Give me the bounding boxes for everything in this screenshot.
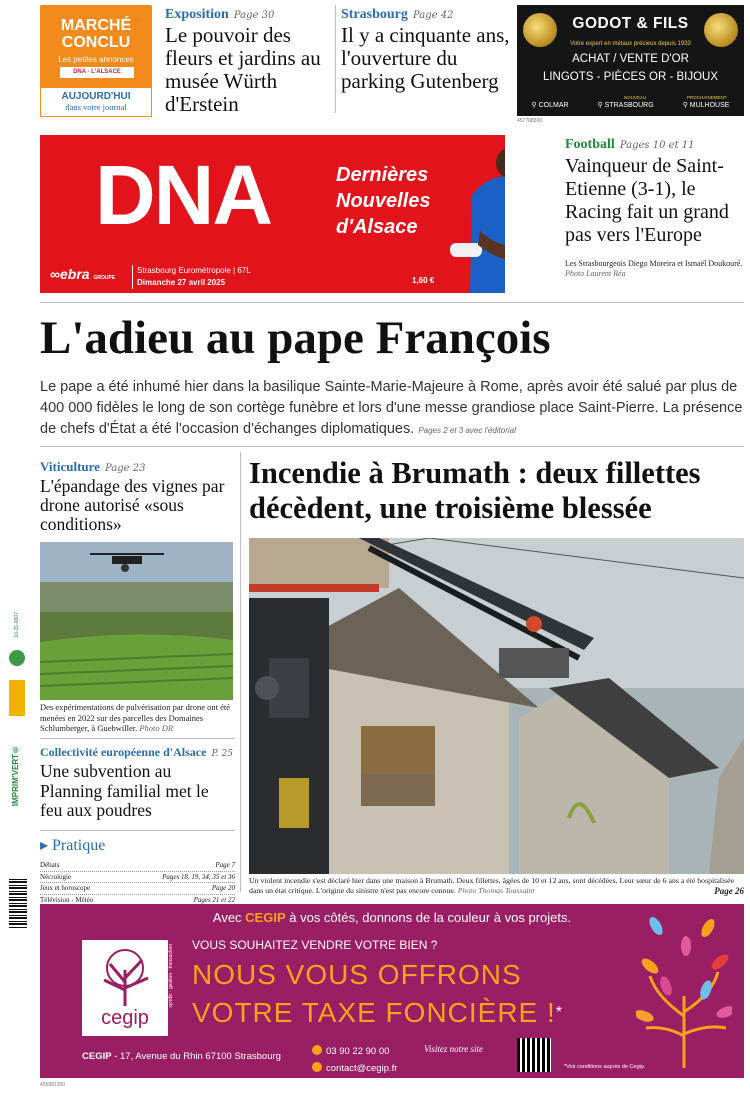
recycle-icon bbox=[9, 650, 25, 666]
marche-conclu-today: AUJOURD'HUI dans votre journal bbox=[40, 87, 152, 117]
divider bbox=[40, 446, 744, 447]
marche-conclu-title: MARCHÉ CONCLU bbox=[60, 17, 132, 51]
paper-label-icon bbox=[9, 680, 25, 716]
teaser-title: Le pouvoir des fleurs et jardins au musée Würth d'Erstein bbox=[165, 23, 321, 116]
marche-conclu-logos: DNA · L'ALSACE bbox=[60, 67, 134, 78]
pratique-row[interactable]: Débats Page 7 bbox=[40, 860, 235, 872]
rubric-label: Viticulture bbox=[40, 459, 100, 474]
divider bbox=[335, 5, 336, 113]
cegip-ad[interactable] bbox=[40, 904, 744, 1078]
leaf-tree-icon bbox=[636, 916, 732, 1068]
page-ref: Page 30 bbox=[233, 10, 275, 21]
qr-code-icon[interactable] bbox=[517, 1038, 551, 1072]
teaser-strasbourg[interactable] bbox=[341, 3, 511, 93]
pratique-row[interactable]: Télévision - Météo Pages 21 et 22 bbox=[40, 895, 235, 907]
brumath-caption: Un violent incendie s'est déclaré hier dans une maison à Brumath. Deux fillettes, âgées de 10 et 12 ans, sont décédées. Leur sœur de 6 ans a été hospitalisée dans un état critique. L'origine du sinistre n'est pas encore connue. Photo Thomas Toussaint Page 26 bbox=[249, 876, 744, 896]
pratique-row[interactable]: Nécrologie Pages 18, 19, 34, 35 et 36 bbox=[40, 872, 235, 884]
rubric-label: Collectivité européenne d'Alsace bbox=[40, 745, 207, 759]
godot-new-tag: NOUVEAU bbox=[624, 95, 647, 100]
location-pin-icon: ⚲ COLMAR bbox=[531, 102, 569, 109]
page-ref: Page 42 bbox=[413, 10, 454, 21]
ebra-logo: ∞ebra GROUPE bbox=[50, 266, 116, 282]
marche-conclu-subtitle: Les petites annonces bbox=[58, 55, 134, 64]
teaser-title: Il y a cinquante ans, l'ouverture du parking Gutenberg bbox=[341, 23, 510, 93]
viticulture-caption: Des expérimentations de pulvérisation par drone ont été menées en 2022 sur des parcelles des Domaines Schlumberger, à Guebwiller. Photo DR bbox=[40, 702, 231, 734]
phone-icon bbox=[312, 1045, 322, 1055]
barcode bbox=[9, 878, 27, 928]
price: 1,60 € bbox=[412, 276, 435, 285]
teaser-exposition[interactable] bbox=[165, 3, 335, 116]
football-photo: MOREIRA bbox=[450, 135, 505, 293]
drone-vineyard-photo bbox=[40, 542, 233, 700]
edition-info: Strasbourg Eurométropole | 67L Dimanche 27 avril 2025 bbox=[132, 265, 251, 289]
rubric-label: Football bbox=[565, 137, 615, 152]
collectivite-story[interactable] bbox=[40, 741, 235, 821]
godot-line2: LINGOTS - PIÈCES OR - BIJOUX bbox=[542, 71, 719, 83]
lead-title: L'adieu au pape François bbox=[40, 312, 551, 364]
cegip-visit: Visitez notre site bbox=[424, 1044, 483, 1054]
ad-ref: 455881300 bbox=[40, 1082, 66, 1088]
rubric-label: Strasbourg bbox=[341, 7, 408, 22]
fire-photo bbox=[249, 538, 744, 874]
email-icon bbox=[312, 1062, 322, 1072]
pratique-row[interactable]: Jeux et horoscope Page 20 bbox=[40, 883, 235, 895]
rubric-label: Exposition bbox=[165, 7, 229, 22]
page-ref: Pages 10 et 11 bbox=[619, 140, 695, 151]
cegip-address: CEGIP - 17, Avenue du Rhin 67100 Strasbourg bbox=[82, 1051, 281, 1062]
cegip-conditions: *Voir conditions auprès de Cegip. bbox=[564, 1064, 646, 1070]
cegip-contact: 03 90 22 90 00 contact@cegip.fr bbox=[312, 1043, 397, 1077]
godot-soon-tag: PROCHAINEMENT bbox=[687, 95, 727, 100]
godot-cities bbox=[517, 101, 744, 109]
dna-logo: DNA bbox=[95, 148, 271, 242]
cegip-question: VOUS SOUHAITEZ VENDRE VOTRE BIEN ? bbox=[192, 938, 438, 952]
page-ref: P. 25 bbox=[211, 749, 233, 759]
divider bbox=[40, 830, 235, 831]
godot-tagline: Votre expert en métaux précieux depuis 1933 bbox=[570, 41, 691, 47]
dna-masthead[interactable] bbox=[40, 135, 541, 293]
cegip-logo: cegip bbox=[82, 940, 168, 1036]
page-ref: Page 23 bbox=[105, 463, 146, 474]
collectivite-title: Une subvention au Planning familial met le feu aux poudres bbox=[40, 761, 209, 820]
cegip-offer: NOUS VOUS OFFRONS VOTRE TAXE FONCIÈRE !* bbox=[192, 959, 564, 1028]
divider bbox=[40, 738, 235, 739]
divider bbox=[40, 302, 744, 303]
viticulture-title: L'épandage des vignes par drone autorisé «sous conditions» bbox=[40, 476, 225, 534]
godot-name: GODOT & FILS bbox=[572, 15, 689, 32]
tree-icon bbox=[82, 940, 168, 1010]
marche-conclu-box[interactable] bbox=[40, 5, 152, 117]
football-caption: Les Strasbourgeois Diego Moreira et Ismaël Doukouré. Photo Laurent Réa bbox=[565, 259, 743, 278]
pratique-title: ▸ Pratique bbox=[40, 837, 106, 854]
brumath-title[interactable]: Incendie à Brumath : deux fillettes décèdent, une troisième blessée bbox=[249, 456, 701, 525]
viticulture-story[interactable] bbox=[40, 456, 235, 534]
cegip-top-line: Avec CEGIP à vos côtés, donnons de la couleur à vos projets. bbox=[212, 910, 572, 925]
lead-body: Le pape a été inhumé hier dans la basilique Sainte-Marie-Majeure à Rome, après avoir été salué par plus de 400 000 fidèles le long de son cortège funèbre et lors d'une messe grandiose place Saint-Pierre. La présence de chefs d'État a été l'occasion d'échanges diplomatiques. Pages 2 et 3 avec l'éditorial bbox=[40, 379, 743, 437]
location-pin-icon: ⚲ MULHOUSE bbox=[682, 102, 730, 109]
godot-ad[interactable] bbox=[517, 5, 744, 116]
divider bbox=[240, 452, 241, 892]
football-story[interactable] bbox=[565, 133, 745, 279]
location-pin-icon: ⚲ STRASBOURG bbox=[597, 102, 654, 109]
godot-line1: ACHAT / VENTE D'OR bbox=[572, 53, 689, 65]
ad-ref: 457708300 bbox=[517, 118, 543, 124]
cegip-logo-sub: syndic · gestion · transaction bbox=[168, 944, 174, 1008]
football-title: Vainqueur de Saint-Etienne (3-1), le Racing fait un grand pas vers l'Europe bbox=[565, 155, 729, 246]
imprim-vert-label: IMPRIM'VERT® bbox=[11, 745, 20, 807]
masthead-full-name: Dernières Nouvelles d'Alsace bbox=[336, 164, 431, 238]
sidebar-code: 10-31-1907 bbox=[14, 612, 20, 638]
pratique-box bbox=[40, 835, 235, 906]
